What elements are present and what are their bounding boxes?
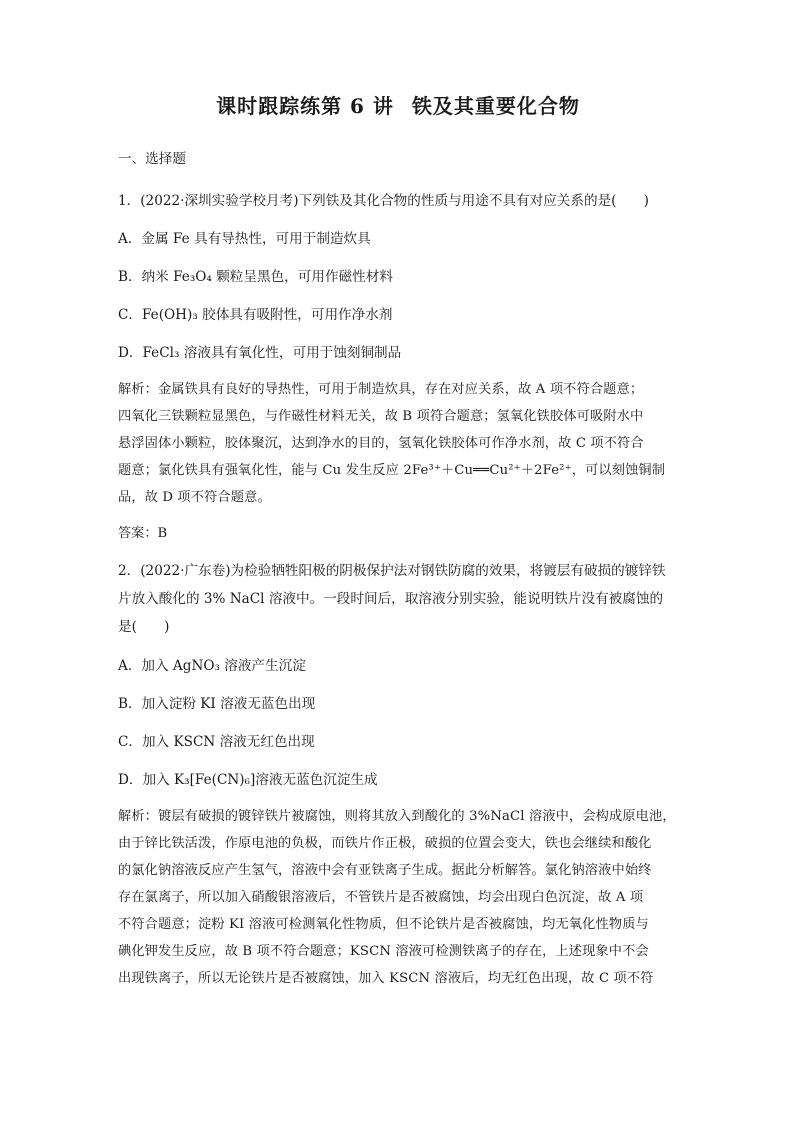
- question-2-option-a: A．加入 AgNO₃ 溶液产生沉淀: [118, 658, 306, 674]
- question-1-option-a: A．金属 Fe 具有导热性，可用于制造炊具: [118, 231, 371, 247]
- analysis-line: 碘化钾发生反应，故 B 项不符合题意；KSCN 溶液可检测铁离子的存在，上述现象中不会: [118, 944, 649, 959]
- question-1-option-c: C．Fe(OH)₃ 胶体具有吸附性，可用作净水剂: [118, 307, 393, 323]
- question-1-analysis: [118, 376, 678, 511]
- analysis-line: 题意；氯化铁具有强氧化性，能与 Cu 发生反应 2Fe³⁺＋Cu══Cu²⁺＋2Fe²⁺，可以刻蚀铜制: [118, 463, 666, 478]
- analysis-line: 解析：金属铁具有良好的导热性，可用于制造炊具，存在对应关系，故 A 项不符合题意；: [118, 382, 644, 397]
- question-2-option-c: C．加入 KSCN 溶液无红色出现: [118, 734, 315, 750]
- analysis-line: 不符合题意；淀粉 KI 溶液可检测氧化性物质，但不论铁片是否被腐蚀，均无氧化性物质与: [118, 917, 649, 932]
- question-1-stem: 1．(2022·深圳实验学校月考)下列铁及其化合物的性质与用途不具有对应关系的是( ): [118, 193, 649, 209]
- analysis-line: 四氧化三铁颗粒显黑色，与作磁性材料无关，故 B 项符合题意；氢氧化铁胶体可吸附水中: [118, 409, 644, 424]
- analysis-line: 的氯化钠溶液反应产生氢气，溶液中会有亚铁离子生成。据此分析解答。氯化钠溶液中始终: [118, 863, 652, 878]
- question-1-answer: 答案：B: [118, 526, 168, 541]
- document-page: [118, 92, 678, 998]
- title-sub: 铁及其重要化合物: [411, 94, 580, 118]
- analysis-line: 品，故 D 项不符合题意。: [118, 490, 271, 505]
- analysis-line: 悬浮固体小颗粒，胶体聚沉，达到净水的目的，氢氧化铁胶体可作净水剂，故 C 项不符合: [118, 436, 644, 451]
- question-2-stem: [118, 557, 678, 641]
- title-main: 课时跟踪练第 6 讲: [216, 94, 394, 118]
- section-heading: 一、选择题: [118, 151, 186, 167]
- stem-line: 是( ): [118, 619, 170, 635]
- question-2-option-b: B．加入淀粉 KI 溶液无蓝色出现: [118, 696, 316, 712]
- analysis-line: 存在氯离子，所以加入硝酸银溶液后，不管铁片是否被腐蚀，均会出现白色沉淀，故 A 项: [118, 890, 644, 905]
- question-2-analysis: [118, 803, 678, 992]
- question-2-option-d: D．加入 K₃[Fe(CN)₆]溶液无蓝色沉淀生成: [118, 772, 378, 788]
- stem-line: 2．(2022·广东卷)为检验牺牲阳极的阴极保护法对钢铁防腐的效果，将镀层有破损的镀锌铁: [118, 563, 666, 579]
- question-1-option-b: B．纳米 Fe₃O₄ 颗粒呈黑色，可用作磁性材料: [118, 269, 393, 285]
- question-1-option-d: D．FeCl₃ 溶液具有氧化性，可用于蚀刻铜制品: [118, 345, 402, 361]
- analysis-line: 出现铁离子，所以无论铁片是否被腐蚀，加入 KSCN 溶液后，均无红色出现，故 C 项不符: [118, 971, 654, 986]
- stem-line: 片放入酸化的 3% NaCl 溶液中。一段时间后，取溶液分别实验，能说明铁片没有被腐蚀的: [118, 591, 664, 607]
- analysis-line: 由于锌比铁活泼，作原电池的负极，而铁片作正极，破损的位置会变大，铁也会继续和酸化: [118, 836, 652, 851]
- analysis-line: 解析：镀层有破损的镀锌铁片被腐蚀，则将其放入到酸化的 3%NaCl 溶液中，会构成原电池，: [118, 809, 676, 824]
- page-title: [118, 92, 678, 120]
